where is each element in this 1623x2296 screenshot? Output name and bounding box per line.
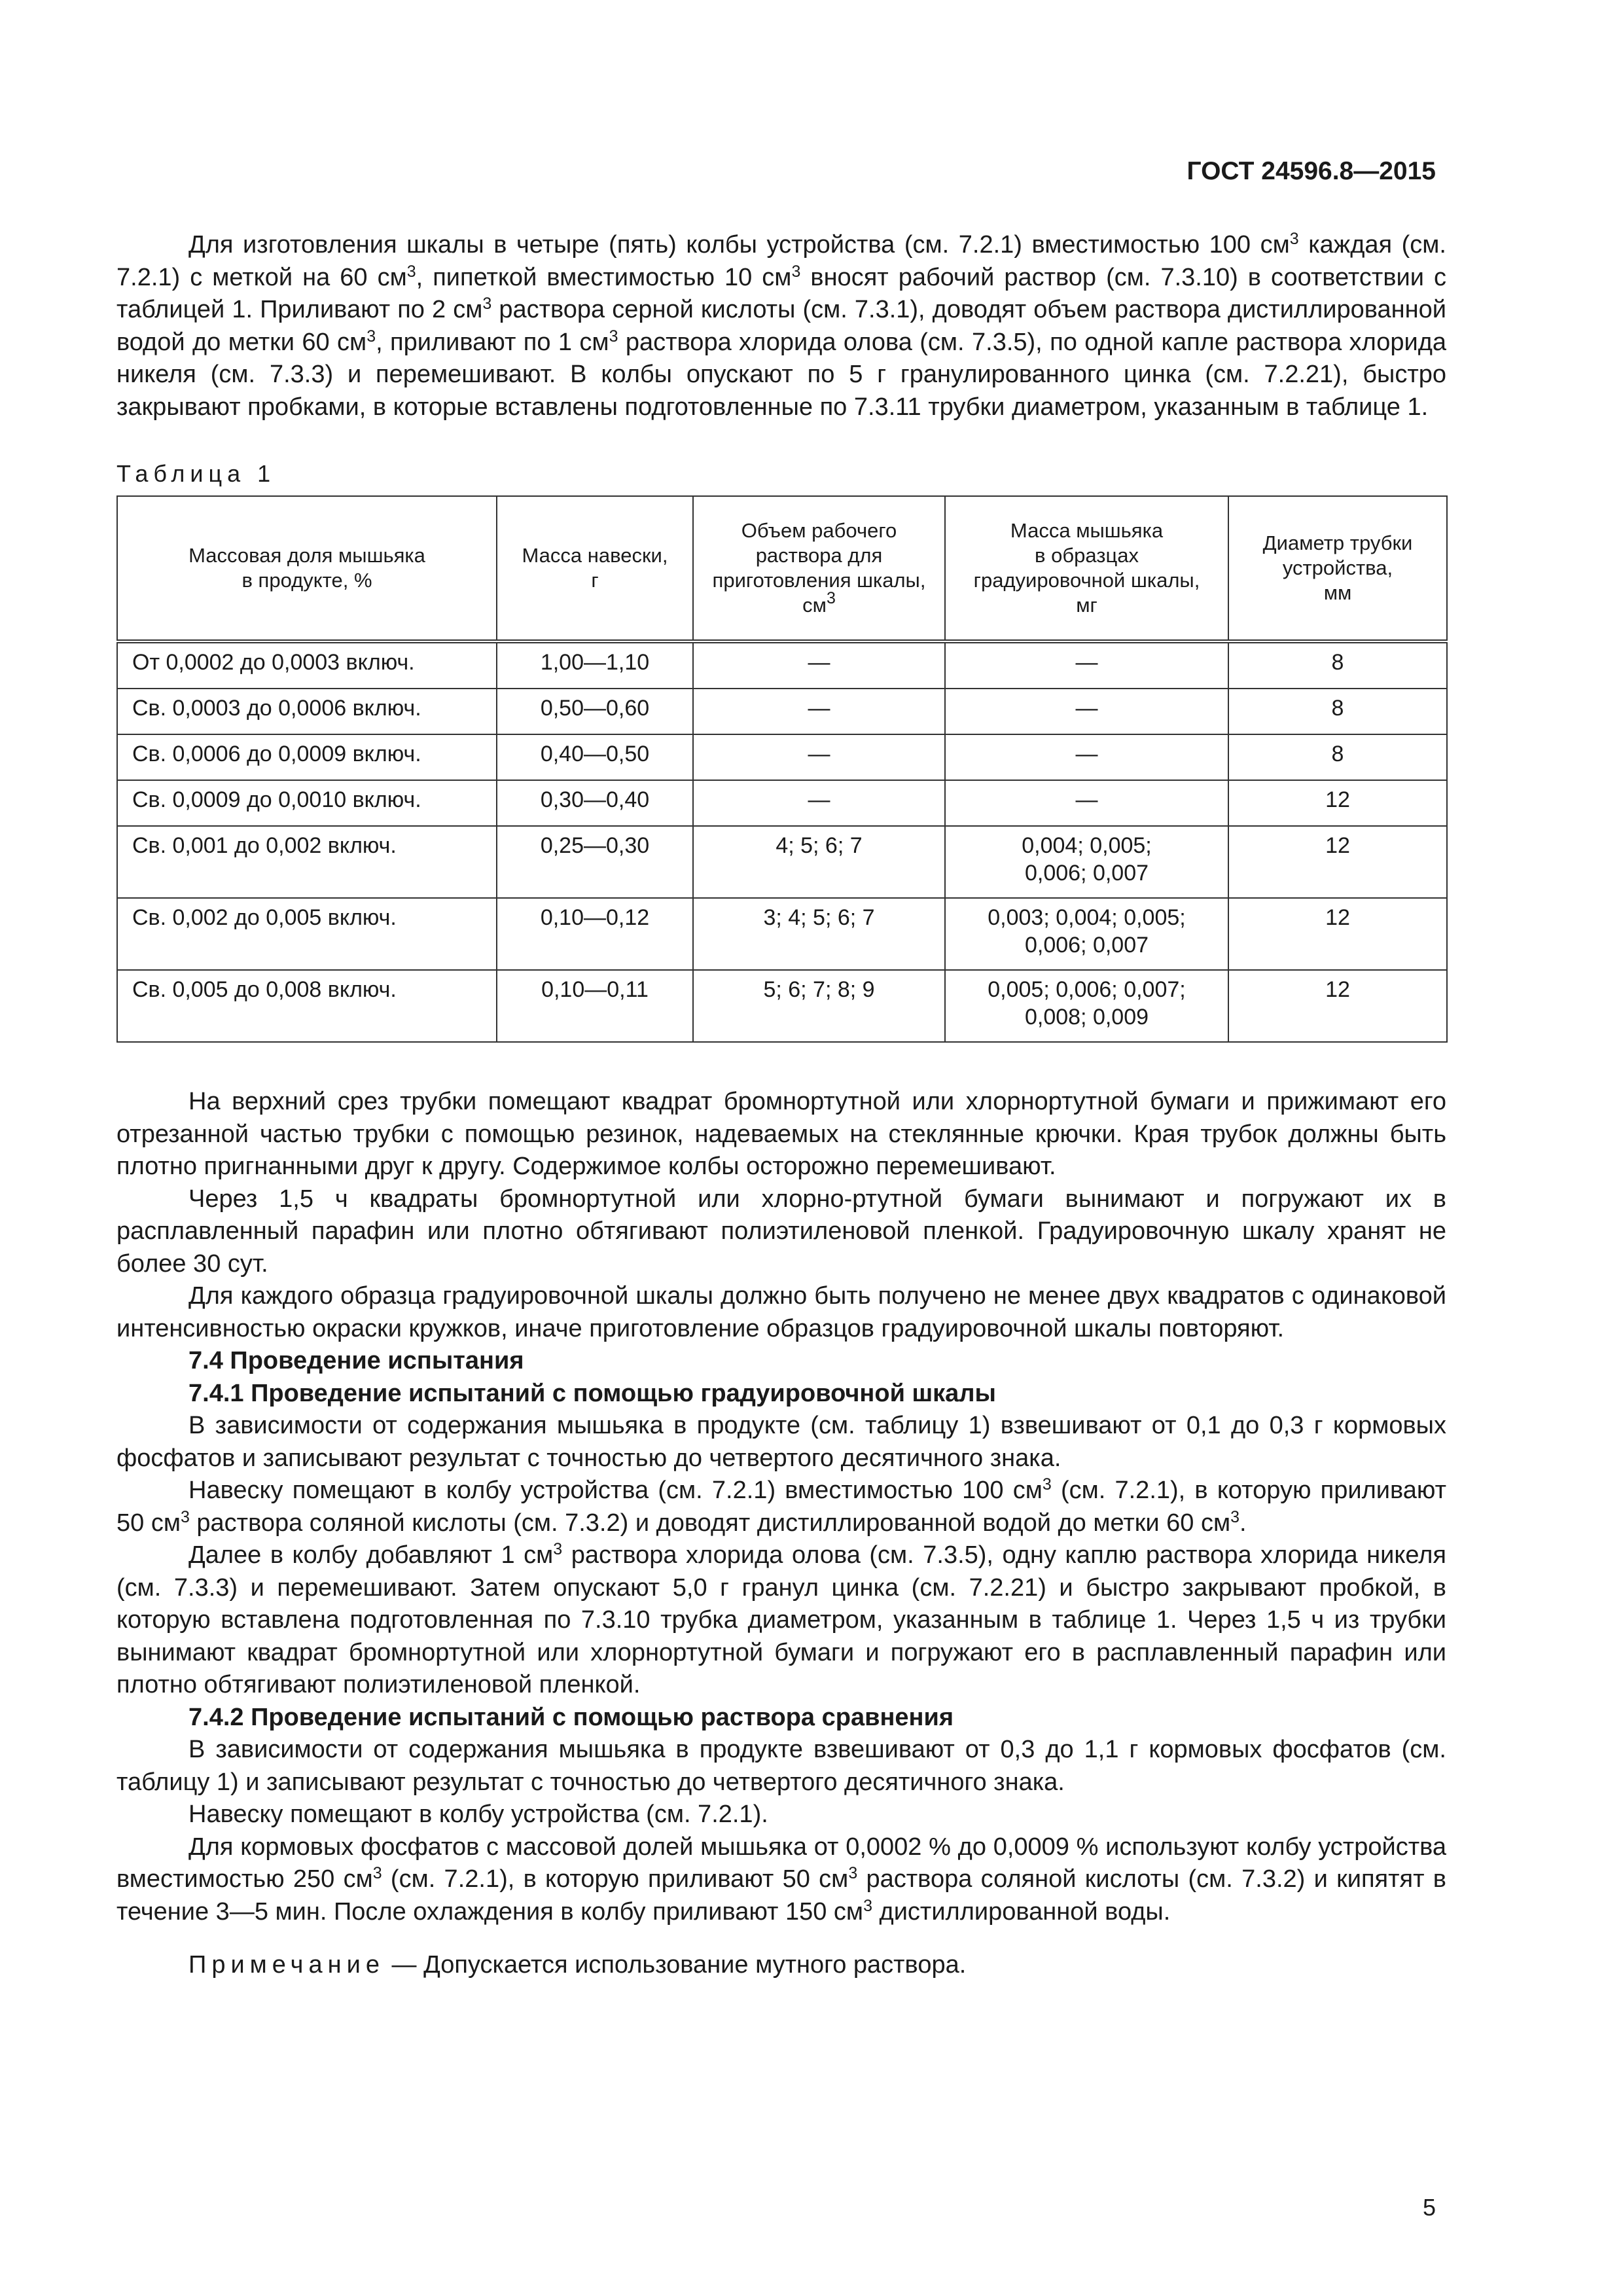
- table-row: [117, 734, 1447, 780]
- table-cell: 0,40—0,50: [497, 734, 693, 780]
- paragraph: В зависимости от содержания мышьяка в продукте взвешивают от 0,3 до 1,1 г кормовых фосфатов (см. таблицу 1) и записывают результат с точностью до четвертого десятичного знака.: [116, 1736, 1446, 1796]
- table-cell: Св. 0,0003 до 0,0006 включ.: [117, 689, 497, 734]
- intro-paragraph: Для изготовления шкалы в четыре (пять) колбы устройства (см. 7.2.1) вместимостью 100 $см^3$ каждая (см. 7.2.1) с меткой на 60 $см^3$, пипеткой вместимостью 10 $см^3$ вносят рабочий раствор (см. 7.3.10) в соответствии с таблицей 1. Приливают по 2 $см^3$ раствора серной кислоты (см. 7.3.1), доводят объем раствора дистиллированной водой до метки 60 $см^3$, приливают по 1 $см^3$ раствора хлорида олова (см. 7.3.5), по одной капле раствора хлорида никеля (см. 7.3.3) и перемешивают. В колбы опускают по 5 г гранулированного цинка (см. 7.2.21), быстро закрывают пробками, в которые вставлены подготовленные по 7.3.11 трубки диаметром, указанным в таблице 1.: [116, 230, 1447, 421]
- note-label: Примечание: [188, 1951, 385, 1979]
- table-cell: Св. 0,0009 до 0,0010 включ.: [117, 780, 497, 826]
- table-row: [117, 780, 1447, 826]
- table-cell: —: [693, 689, 945, 734]
- table-cell: —: [945, 689, 1228, 734]
- table-cell: 12: [1228, 780, 1447, 826]
- page-number: 5: [1422, 2194, 1436, 2221]
- table-cell: 0,005; 0,006; 0,007; 0,008; 0,009: [945, 970, 1228, 1042]
- table-cell: —: [945, 780, 1228, 826]
- table-cell: 3; 4; 5; 6; 7: [693, 898, 945, 970]
- paragraph: На верхний срез трубки помещают квадрат бромнортутной или хлорнортутной бумаги и прижимают его отрезанной частью трубки с помощью резинок, надеваемых на стеклянные крючки. Края трубок должны быть плотно пригнанными друг к другу. Содержимое колбы осторожно перемешивают.: [116, 1088, 1446, 1180]
- paragraph: В зависимости от содержания мышьяка в продукте (см. таблицу 1) взвешивают от 0,1 до 0,3 г кормовых фосфатов и записывают результат с точностью до четвертого десятичного знака.: [116, 1412, 1446, 1472]
- table-cell: 0,10—0,11: [497, 970, 693, 1042]
- table-cell: 0,50—0,60: [497, 689, 693, 734]
- table-cell: 8: [1228, 689, 1447, 734]
- table-header-cell-2: Масса навески, г: [497, 496, 693, 641]
- table-row: [117, 641, 1447, 689]
- table-row: [117, 689, 1447, 734]
- table-cell: 12: [1228, 970, 1447, 1042]
- note-text: — Допускается использование мутного раствора.: [384, 1951, 967, 1979]
- table-cell: —: [945, 734, 1228, 780]
- table-cell: 8: [1228, 641, 1447, 689]
- table-cell: 0,30—0,40: [497, 780, 693, 826]
- note: [116, 1949, 1446, 1982]
- table-cell: От 0,0002 до 0,0003 включ.: [117, 641, 497, 689]
- table-cell: 12: [1228, 898, 1447, 970]
- table-row: [117, 970, 1447, 1042]
- table-1: [116, 495, 1448, 1043]
- table-header-cell-4: Масса мышьяка в образцах градуировочной шкалы, мг: [945, 496, 1228, 641]
- table-cell: 4; 5; 6; 7: [693, 826, 945, 898]
- table-body: [117, 641, 1447, 1042]
- table-cell: Св. 0,002 до 0,005 включ.: [117, 898, 497, 970]
- section-7-4-1-body: [116, 1410, 1446, 1702]
- page-body: [116, 229, 1446, 1982]
- table-cell: —: [693, 734, 945, 780]
- table-cell: Св. 0,001 до 0,002 включ.: [117, 826, 497, 898]
- table-cell: Св. 0,005 до 0,008 включ.: [117, 970, 497, 1042]
- table-row: [117, 898, 1447, 970]
- table-cell: 0,10—0,12: [497, 898, 693, 970]
- table-cell: 0,003; 0,004; 0,005; 0,006; 0,007: [945, 898, 1228, 970]
- table-cell: —: [693, 641, 945, 689]
- table-cell: 1,00—1,10: [497, 641, 693, 689]
- paragraph: Для кормовых фосфатов с массовой долей мышьяка от 0,0002 % до 0,0009 % используют колбу устройства вместимостью 250 $см^3$ (см. 7.2.1), в которую приливают 50 $см^3$ раствора соляной кислоты (см. 7.3.2) и кипятят в течение 3—5 мин. После охлаждения в колбу приливают 150 $см^3$ дистиллированной воды.: [116, 1833, 1446, 1926]
- table-cell: 0,004; 0,005; 0,006; 0,007: [945, 826, 1228, 898]
- paragraph: Для каждого образца градуировочной шкалы должно быть получено не менее двух квадратов с одинаковой интенсивностью окраски кружков, иначе приготовление образцов градуировочной шкалы повторяют.: [116, 1282, 1446, 1342]
- section-7-4-2-body: [116, 1734, 1446, 1928]
- section-7-4-heading: 7.4 Проведение испытания: [188, 1347, 524, 1374]
- paragraph: Далее в колбу добавляют 1 $см^3$ раствора хлорида олова (см. 7.3.5), одну каплю раствора хлорида никеля (см. 7.3.3) и перемешивают. Затем опускают 5,0 г гранул цинка (см. 7.2.21) и быстро закрывают пробкой, в которую вставлена подготовленная по 7.3.10 трубка диаметром, указанным в таблице 1. Через 1,5 ч из трубки вынимают квадрат бромнортутной или хлорнортутной бумаги и погружают его в расплавленный парафин или плотно обтягивают полиэтиленовой пленкой.: [116, 1540, 1446, 1698]
- section-7-4-2-heading: 7.4.2 Проведение испытаний с помощью раствора сравнения: [188, 1703, 954, 1731]
- table-caption: Таблица 1: [116, 460, 276, 487]
- table-cell: 8: [1228, 734, 1447, 780]
- table-cell: —: [945, 641, 1228, 689]
- table-header-cell-1: Массовая доля мышьяка в продукте, %: [117, 496, 497, 641]
- paragraph: Через 1,5 ч квадраты бромнортутной или хлорно-ртутной бумаги вынимают и погружают их в расплавленный парафин или плотно обтягивают полиэтиленовой пленкой. Градуировочную шкалу хранят не более 30 сут.: [116, 1185, 1446, 1278]
- table-row: [117, 826, 1447, 898]
- section-7-4-1-heading: 7.4.1 Проведение испытаний с помощью градуировочной шкалы: [188, 1379, 996, 1407]
- table-header-row: [117, 496, 1447, 641]
- table-cell: 12: [1228, 826, 1447, 898]
- table-cell: 0,25—0,30: [497, 826, 693, 898]
- table-cell: —: [693, 780, 945, 826]
- after-table-paragraphs: [116, 1086, 1446, 1345]
- table-cell: 5; 6; 7; 8; 9: [693, 970, 945, 1042]
- table-cell: Св. 0,0006 до 0,0009 включ.: [117, 734, 497, 780]
- standard-number: ГОСТ 24596.8—2015: [1186, 157, 1436, 185]
- paragraph: Навеску помещают в колбу устройства (см. 7.2.1) вместимостью 100 $см^3$ (см. 7.2.1), в которую приливают 50 $см^3$ раствора соляной кислоты (см. 7.3.2) и доводят дистиллированной водой до метки 60 $см^3$.: [116, 1475, 1446, 1537]
- table-header-cell-3: Объем рабочего раствора для приготовления шкалы, $см^3$: [693, 496, 945, 641]
- table-header-cell-5: Диаметр трубки устройства, мм: [1228, 496, 1447, 641]
- paragraph: Навеску помещают в колбу устройства (см. 7.2.1).: [188, 1801, 768, 1828]
